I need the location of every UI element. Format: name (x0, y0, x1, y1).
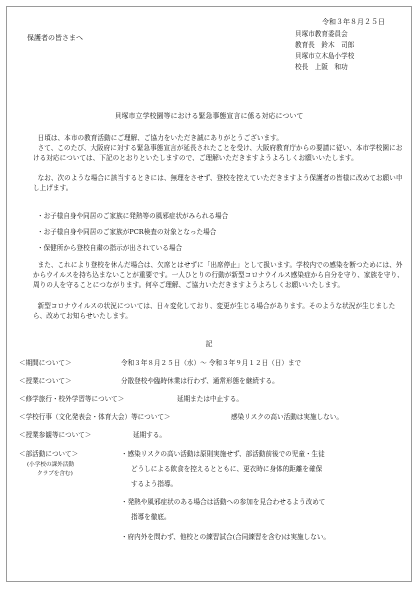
item-value-classes: 分散登校や臨時休業は行わず、通常形態を継続する。 (121, 377, 279, 385)
sender-org: 貝塚市教育委員会 (295, 30, 348, 38)
sender-block (295, 29, 385, 73)
addressee: 保護者の皆さまへ (27, 34, 83, 42)
bullet-health-center: ・保健所から登校自粛の指示が出されている場合 (37, 244, 183, 252)
item-label-open-class: ＜授業参観等について＞ (19, 431, 92, 439)
sender-principal: 校長 上阪 和功 (295, 63, 348, 71)
paragraph-request: なお、次のような場合に該当するときには、無理をさせず、登校を控えていただきますよう保護者の皆様に改めてお願い申し上げます。 (33, 174, 403, 193)
club-line-1: ・感染リスクの高い活動は原則実施せず、部活動前後での児童・生徒 (121, 450, 325, 458)
bullet-fever: ・お子様自身や同居のご家族に発熱等の風邪症状がみられる場合 (37, 212, 229, 220)
paragraph-changes: 新型コロナウイルスの状況については、日々変化しており、変更が生じる場合があります。そのような状況が生じましたら、改めてお知らせいたします。 (33, 302, 396, 321)
bullet-pcr: ・お子様自身や同居のご家族がPCR検査の対象となった場合 (37, 228, 217, 236)
paragraph-response: さて、このたび、大阪府に対する緊急事態宣言が延長されたことを受け、大阪府教育庁からの要請に従い、本市学校園における対応については、下記のとおりといたしますので、ご理解いただきますようよろしくお願いいたします。 (33, 144, 403, 163)
item-value-open-class: 延期する。 (133, 431, 166, 439)
paragraph-greeting: 日頃は、本市の教育活動にご理解、ご協力をいただき誠にありがとうございます。 (37, 134, 283, 142)
item-label-events: ＜学校行事（文化発表会・体育大会）等について＞ (19, 413, 171, 421)
club-line-5: 指導を徹底。 (131, 513, 171, 521)
item-value-period: 令和３年８月２５日（水）～ 令和３年９月１２日（日）まで (121, 359, 302, 367)
club-line-6: ・府内外を問わず、他校との練習試合(合同練習を含む)は実施しない。 (121, 533, 331, 541)
notice-page (6, 6, 412, 582)
item-value-trips: 延期または中止する。 (177, 395, 243, 403)
sender-school: 貝塚市立木島小学校 (295, 52, 355, 60)
paragraph-attendance: また、これにより登校を休んだ場合は、欠席とはせずに「出席停止」として扱います。学校内での感染を断つためには、外からウイルスを持ち込まないことが重要です。一人ひとりの行動が新型コロナウイルス感染症から自分を守り、家族を守り、周りの人を守ることにつながります。何卒ご理解、ご協力いただきますようよろしくお願いいたします。 (33, 261, 404, 290)
club-note-line1: (小学校の課外活動 (27, 462, 74, 468)
issue-date: 令和３年８月２５日 (322, 18, 385, 26)
club-line-3: するよう指導。 (131, 480, 178, 488)
ki-heading: 記 (205, 340, 213, 348)
club-note-line2: クラブを含む) (37, 471, 73, 477)
item-label-classes: ＜授業について＞ (19, 377, 72, 385)
club-line-2: どうしによる飲食を控えるとともに、更衣時に身体的距離を確保 (131, 465, 323, 473)
notice-title: 貝塚市立学校園等における緊急事態宣言に係る対応について (114, 112, 304, 120)
item-label-trips: ＜修学旅行・校外学習等について＞ (19, 395, 125, 403)
sender-superintendent: 教育長 鈴木 司郎 (295, 41, 355, 49)
item-value-events: 感染リスクの高い活動は実施しない。 (231, 413, 343, 421)
item-label-club: ＜部活動について＞ (19, 450, 79, 458)
item-label-period: ＜期間について＞ (19, 359, 72, 367)
club-line-4: ・発熱や風邪症状のある場合は活動への参加を見合わせるよう改めて (121, 498, 326, 506)
